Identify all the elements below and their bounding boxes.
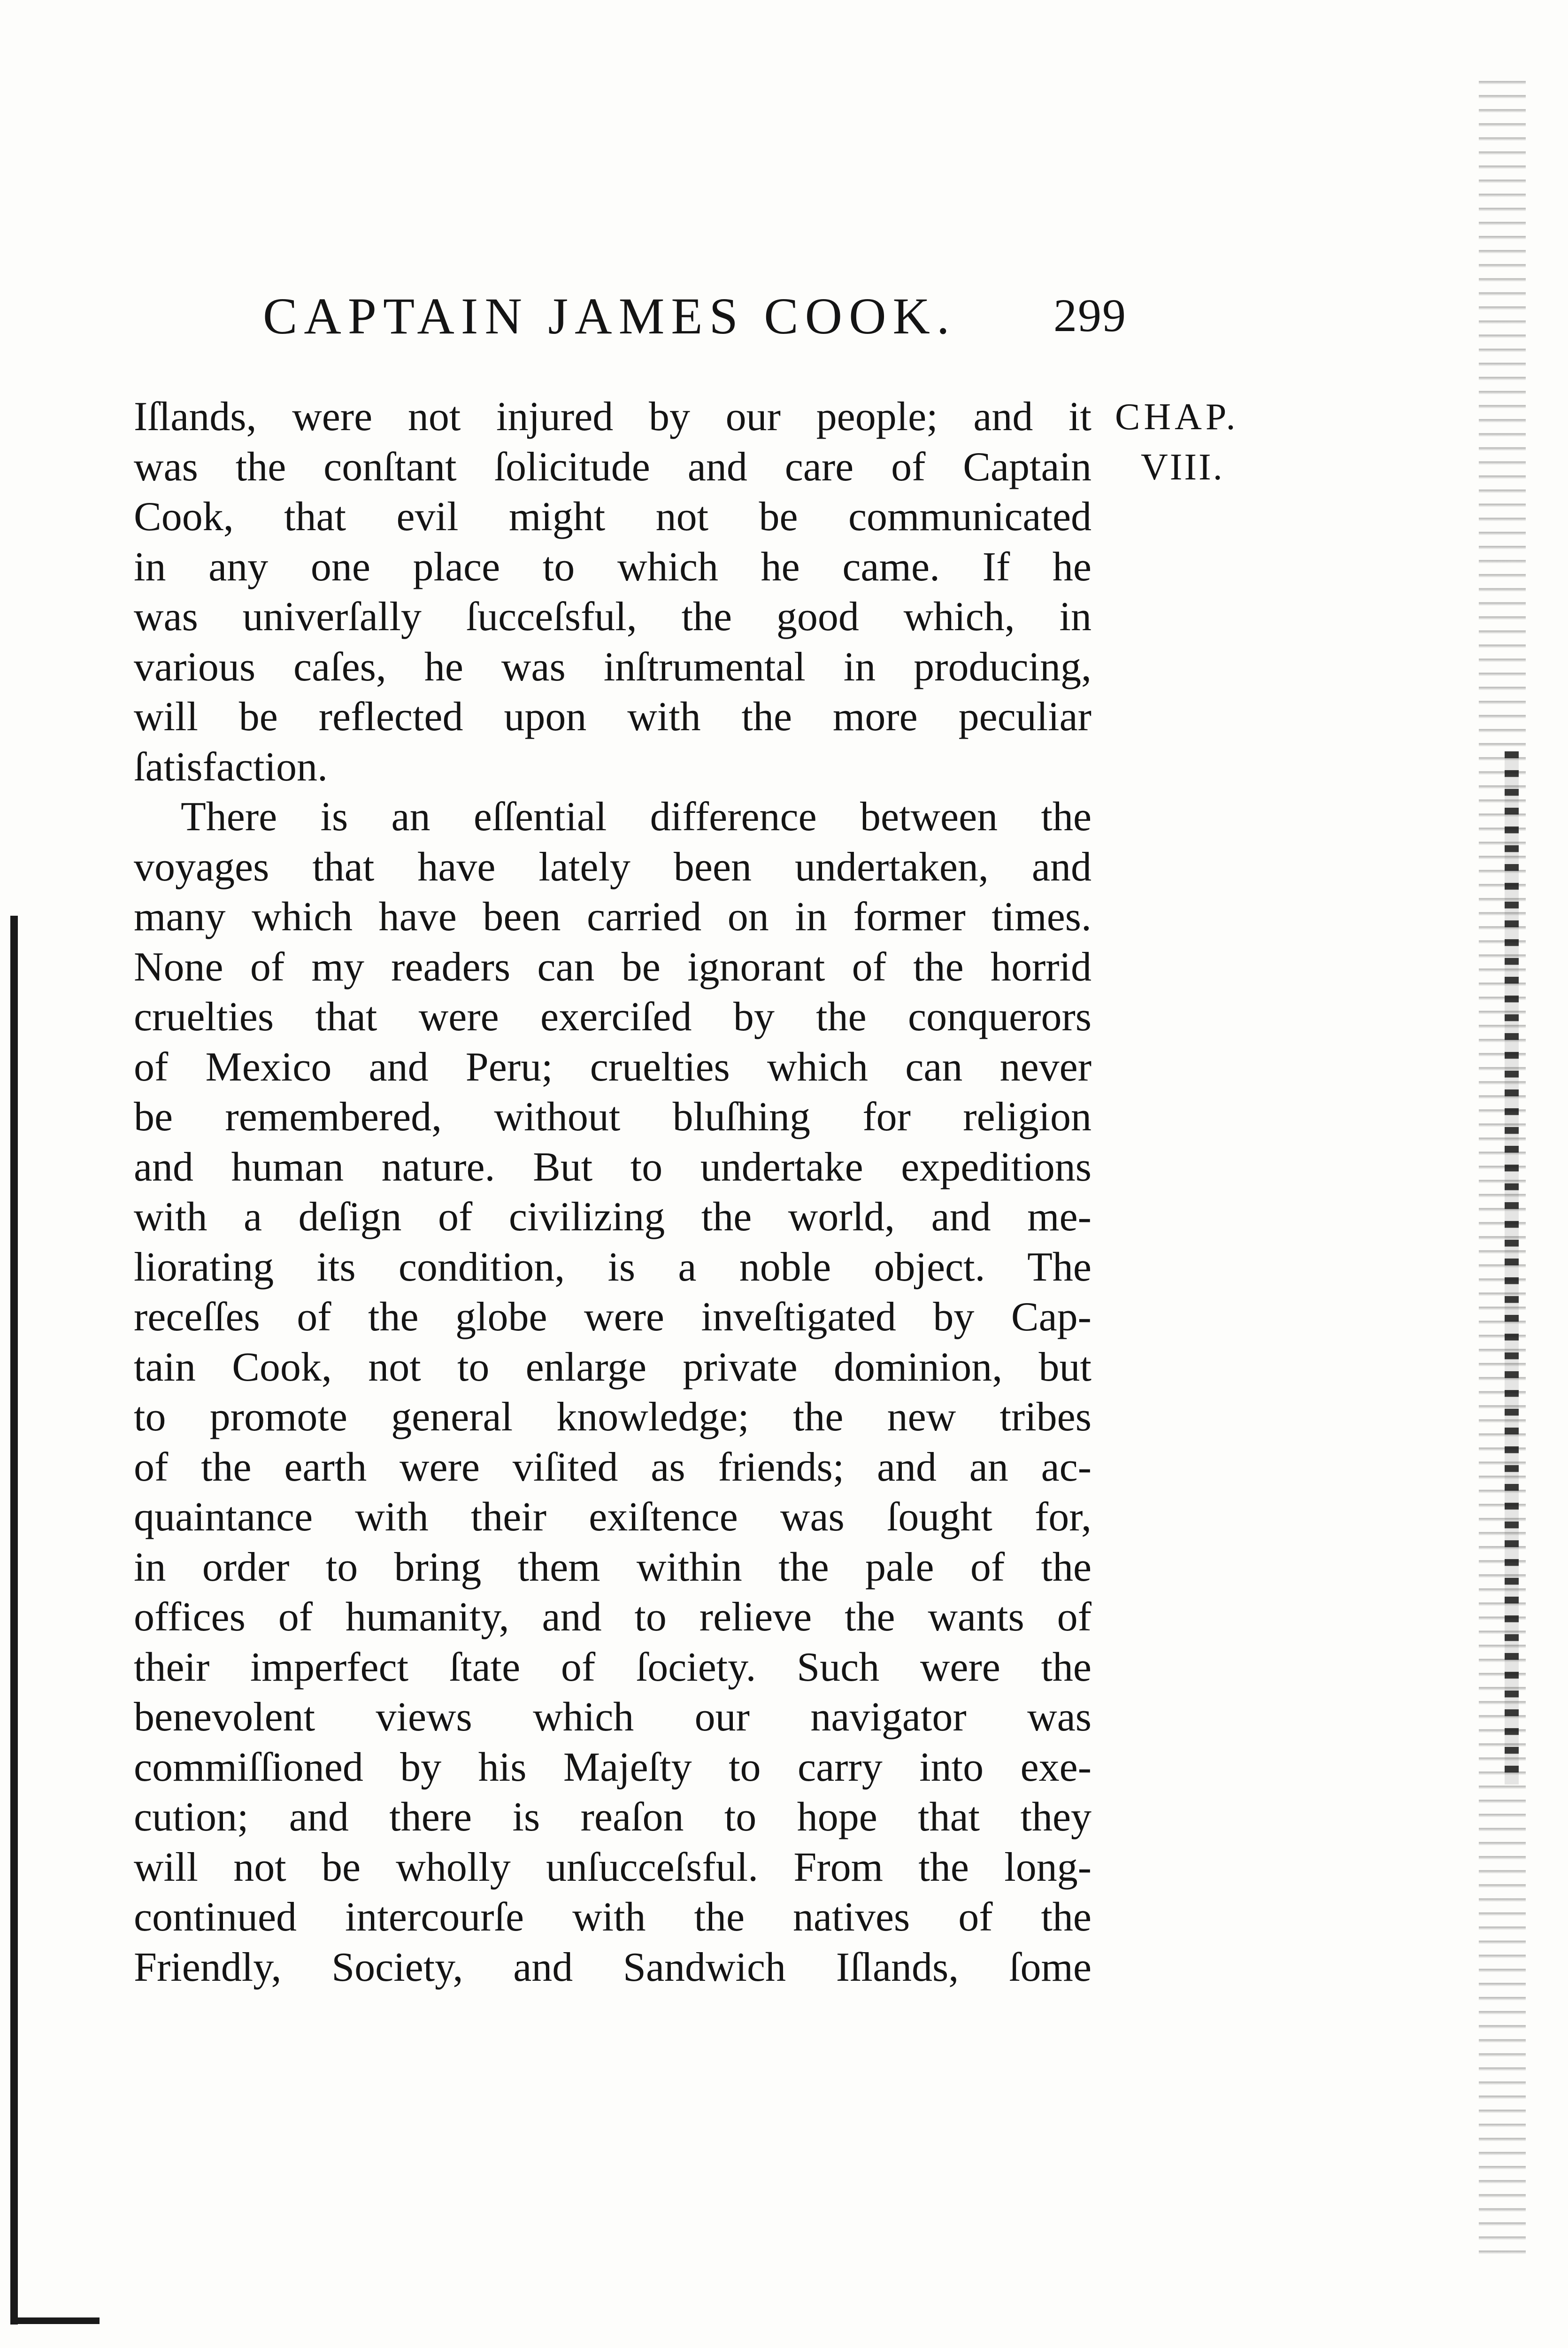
text-line: Iſlands, were not injured by our people; and it	[134, 394, 1091, 440]
text-line: will be reflected upon with the more peculiar	[134, 694, 1091, 740]
text-line: will not be wholly unſucceſsful. From the long-	[134, 1844, 1091, 1890]
text-line: ſatisfaction.	[134, 744, 328, 790]
text-line: in order to bring them within the pale of the	[134, 1544, 1091, 1590]
text-line: to promote general knowledge; the new tribes	[134, 1394, 1091, 1440]
chapter-margin-note	[1115, 392, 1312, 492]
page-number: 299	[1053, 289, 1127, 341]
margin-note-chap: CHAP.	[1115, 396, 1239, 438]
binding-edge-dark	[1505, 751, 1519, 1784]
text-line: various caſes, he was inſtrumental in producing,	[134, 644, 1091, 690]
text-line: be remembered, without bluſhing for religion	[134, 1094, 1091, 1140]
text-line: voyages that have lately been undertaken, and	[134, 844, 1091, 890]
text-line: commiſſioned by his Majeſty to carry into exe-	[134, 1744, 1091, 1790]
scan-edge-bar	[10, 916, 18, 2325]
text-line: None of my readers can be ignorant of the horrid	[134, 944, 1091, 990]
text-line: their imperfect ſtate of ſociety. Such were the	[134, 1644, 1091, 1690]
text-line: benevolent views which our navigator was	[134, 1694, 1091, 1740]
body-text	[134, 392, 1091, 1993]
text-line: in any one place to which he came. If he	[134, 544, 1091, 590]
text-line: cution; and there is reaſon to hope that they	[134, 1794, 1091, 1840]
binding-edge-shadow	[1479, 70, 1526, 2254]
text-line-paragraph-start: There is an eſſential difference between the	[181, 794, 1091, 840]
text-line: tain Cook, not to enlarge private dominion, but	[134, 1344, 1091, 1390]
text-line: offices of humanity, and to relieve the wants of	[134, 1594, 1091, 1640]
text-line: was univerſally ſucceſsful, the good which, in	[134, 594, 1091, 640]
text-line: with a deſign of civilizing the world, and me-	[134, 1194, 1091, 1240]
text-line: quaintance with their exiſtence was ſought for,	[134, 1494, 1091, 1540]
margin-note-number: VIII.	[1141, 446, 1224, 488]
text-line: liorating its condition, is a noble object. The	[134, 1244, 1091, 1290]
text-line: continued intercourſe with the natives of the	[134, 1894, 1091, 1940]
text-line: cruelties that were exerciſed by the conquerors	[134, 994, 1091, 1040]
text-line: of the earth were viſited as friends; and an ac-	[134, 1444, 1091, 1490]
running-head	[263, 286, 1127, 352]
text-line: Cook, that evil might not be communicated	[134, 494, 1091, 540]
text-line: and human nature. But to undertake expeditions	[134, 1144, 1091, 1190]
text-line: many which have been carried on in former times.	[134, 894, 1091, 940]
text-line: Friendly, Society, and Sandwich Iſlands, ſome	[134, 1944, 1091, 1990]
running-title: CAPTAIN JAMES COOK.	[263, 287, 956, 345]
text-line: receſſes of the globe were inveſtigated by Cap-	[134, 1294, 1091, 1340]
text-line: was the conſtant ſolicitude and care of Captain	[134, 444, 1091, 490]
text-line: of Mexico and Peru; cruelties which can never	[134, 1044, 1091, 1090]
scan-edge-foot	[10, 2317, 100, 2324]
